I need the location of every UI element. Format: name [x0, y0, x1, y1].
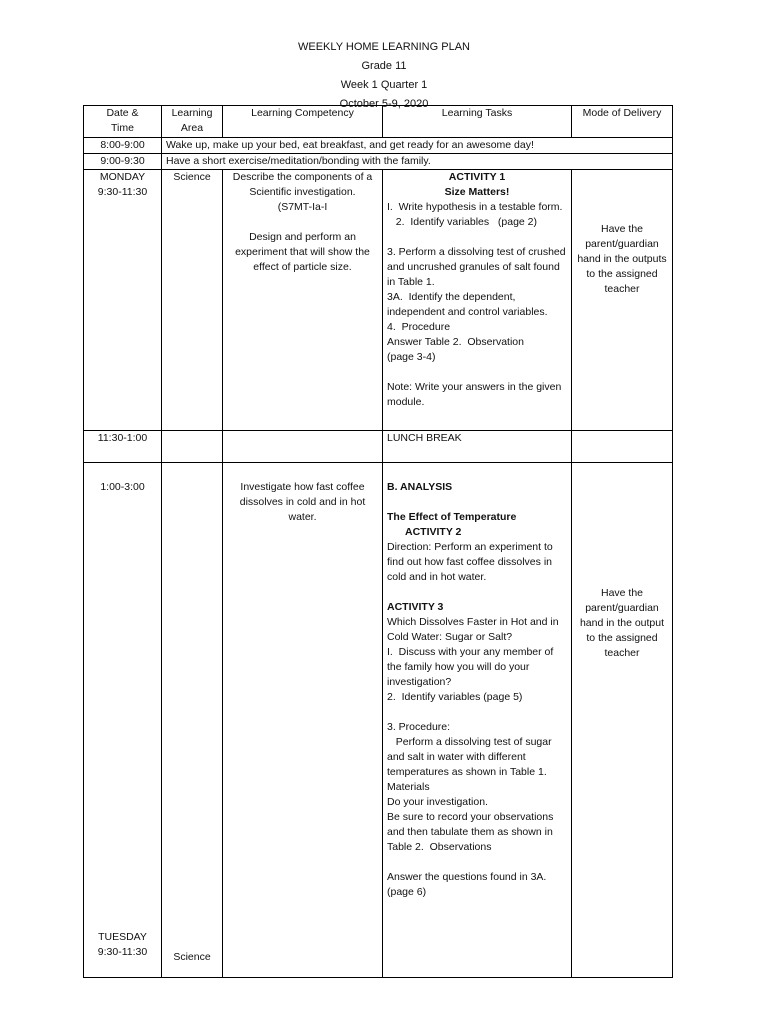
- grade-label: Grade 11: [361, 60, 407, 72]
- time-label: 1:00-3:00: [100, 481, 145, 493]
- task-item: I. Write hypothesis in a testable form.: [387, 201, 563, 213]
- date-range-label: October 5-9, 2020: [339, 98, 429, 110]
- task-item: Which Dissolves Faster in Hot and in Cold Water: Sugar or Salt?: [387, 616, 562, 643]
- task-note: Note: Write your answers in the given module.: [387, 381, 565, 408]
- task-item: Answer Table 2. Observation: [387, 336, 524, 348]
- table-row-monday: [84, 170, 673, 431]
- week-quarter-label: Week 1 Quarter 1: [340, 79, 428, 91]
- competency-code: (S7MT-Ia-I: [277, 201, 328, 213]
- time-cell: 11:30-1:00: [84, 431, 162, 463]
- task-item: 3A. Identify the dependent, independent and control variables.: [387, 291, 548, 318]
- task-item: 3. Procedure:: [387, 721, 451, 733]
- document-header: [0, 38, 768, 114]
- task-item: Do your investigation.: [387, 796, 488, 808]
- document-title: WEEKLY HOME LEARNING PLAN: [298, 41, 470, 53]
- col-header-learning-tasks: Learning Tasks: [383, 106, 572, 138]
- delivery-text: Have the parent/guardian hand in the outputs to the assigned teacher: [577, 223, 670, 295]
- col-header-learning-area: Learning Area: [162, 106, 223, 138]
- tasks-cell: [383, 463, 572, 978]
- tasks-cell: [383, 170, 572, 431]
- competency-text: Investigate how fast coffee dissolves in cold and in hot water.: [239, 481, 369, 523]
- col-header-mode-of-delivery: Mode of Delivery: [572, 106, 673, 138]
- competency-cell: [223, 463, 383, 978]
- task-item: 3. Perform a dissolving test of crushed and uncrushed granules of salt found in Table 1.: [387, 246, 569, 288]
- competency-text: Design and perform an experiment that will show the effect of particle size.: [235, 231, 373, 273]
- competency-cell: [223, 431, 383, 463]
- learning-area-cell: [162, 463, 223, 978]
- activity-subtitle: Size Matters!: [444, 186, 510, 198]
- activity-subtitle: ACTIVITY 2: [405, 526, 462, 538]
- task-item: Answer the questions found in 3A. (page 6): [387, 871, 556, 898]
- task-item: Materials: [387, 781, 430, 793]
- mode-of-delivery-cell: [572, 463, 673, 978]
- task-item: Be sure to record your observations and then tabulate them as shown in Table 2. Observations: [387, 811, 557, 853]
- table-header-row: [84, 106, 673, 138]
- col-header-date-time: Date & Time: [84, 106, 162, 138]
- mode-of-delivery-cell: [572, 170, 673, 431]
- delivery-text: Have the parent/guardian hand in the output to the assigned teacher: [579, 587, 667, 659]
- table-row: [84, 138, 673, 154]
- activity-title: ACTIVITY 1: [448, 171, 506, 183]
- table-row-afternoon: [84, 463, 673, 978]
- activity-cell: Wake up, make up your bed, eat breakfast, and get ready for an awesome day!: [162, 138, 673, 154]
- task-item: 4. Procedure: [387, 321, 451, 333]
- table-row-lunch: [84, 431, 673, 463]
- time-label: 9:30-11:30: [97, 946, 148, 958]
- learning-area-label: Science: [173, 951, 211, 963]
- learning-area-cell: [162, 431, 223, 463]
- mode-of-delivery-cell: [572, 431, 673, 463]
- activity-title: The Effect of Temperature: [387, 511, 517, 523]
- task-item: Direction: Perform an experiment to find out how fast coffee dissolves in cold and in hot water.: [387, 541, 556, 583]
- section-title: B. ANALYSIS: [387, 481, 453, 493]
- time-label: 9:30-11:30: [97, 186, 148, 198]
- table-row: [84, 154, 673, 170]
- learning-plan-table: [83, 105, 673, 978]
- day-label: MONDAY: [99, 171, 146, 183]
- task-item: 2. Identify variables (page 5): [387, 691, 523, 703]
- task-item: (page 3-4): [387, 351, 436, 363]
- activity-cell: Have a short exercise/meditation/bonding with the family.: [162, 154, 673, 170]
- date-time-cell: [84, 170, 162, 431]
- competency-cell: [223, 170, 383, 431]
- date-time-cell: [84, 463, 162, 978]
- col-header-learning-competency: Learning Competency: [223, 106, 383, 138]
- activity-title: ACTIVITY 3: [387, 601, 444, 613]
- time-cell: 8:00-9:00: [84, 138, 162, 154]
- tasks-cell: LUNCH BREAK: [383, 431, 572, 463]
- learning-area-cell: Science: [162, 170, 223, 431]
- day-label: TUESDAY: [98, 931, 147, 943]
- task-item: Perform a dissolving test of sugar and salt in water with different temperatures as shown in Table 1.: [387, 736, 555, 778]
- task-item: I. Discuss with your any member of the family how you will do your investigation?: [387, 646, 557, 688]
- task-item: 2. Identify variables (page 2): [387, 216, 538, 228]
- time-cell: 9:00-9:30: [84, 154, 162, 170]
- competency-text: Describe the components of a Scientific investigation.: [232, 171, 376, 198]
